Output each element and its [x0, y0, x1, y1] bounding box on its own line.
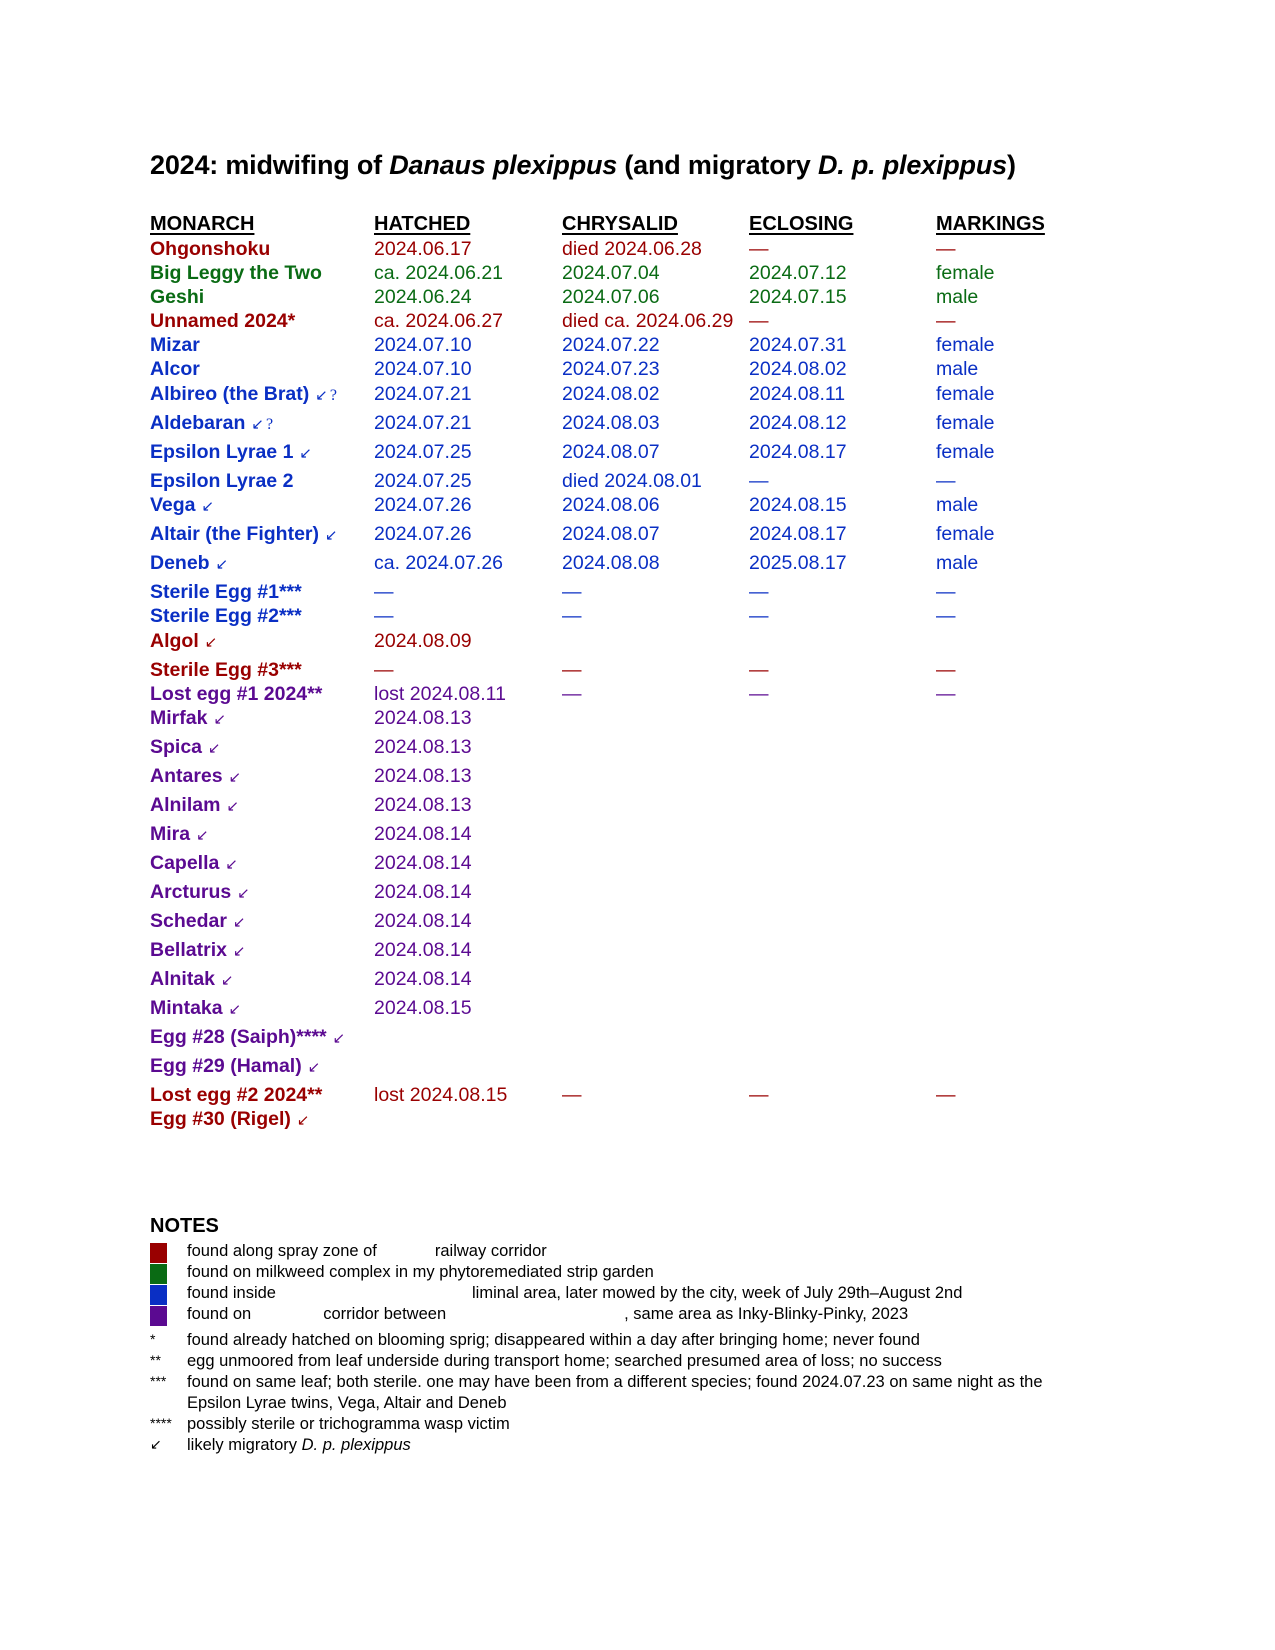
eclosing-cell: — [749, 238, 769, 260]
arrow-down-left-icon: ↙︎ [237, 885, 250, 902]
hatched-cell: 2024.08.13 [374, 765, 472, 787]
monarch-name-text: Lost egg #2 2024** [150, 1084, 323, 1106]
monarch-name-text: Egg #29 (Hamal) [150, 1055, 302, 1077]
monarch-name-text: Geshi [150, 286, 205, 308]
arrow-down-left-icon: ↙︎ [204, 634, 218, 651]
monarch-name [150, 939, 246, 962]
table-row [0, 823, 1275, 847]
hatched-cell: 2024.08.14 [374, 823, 472, 845]
monarch-name-text: Schedar [150, 910, 227, 932]
markings-cell: male [936, 552, 979, 574]
monarch-name-text: Alnitak [150, 968, 216, 990]
footnote-mark: *** [150, 1373, 167, 1389]
title-subspecies: D. p. plexippus [817, 150, 1007, 180]
title-text-2: (and migratory [617, 150, 818, 180]
arrow-down-left-icon: ↙︎ [150, 1436, 162, 1452]
table-row [0, 968, 1275, 992]
markings-cell: male [936, 286, 979, 308]
monarch-name [150, 683, 322, 706]
markings-cell: — [936, 1084, 956, 1106]
eclosing-cell: 2024.08.17 [749, 523, 847, 545]
arrow-down-left-icon: ↙︎ [228, 769, 242, 786]
eclosing-cell: 2024.07.15 [749, 286, 847, 308]
question-mark: ? [329, 387, 337, 404]
footnote-text: found on same leaf; both sterile. one may have been from a different species; found 2024.07.23 on same night as the [187, 1373, 1043, 1391]
footnote-text: egg unmoored from leaf underside during transport home; searched presumed area of loss; no success [187, 1352, 942, 1370]
table-row [0, 1108, 1275, 1132]
legend-text: railway corridor [434, 1242, 547, 1260]
table-row [0, 1084, 1275, 1108]
header-chrysalid: CHRYSALID [562, 213, 678, 235]
eclosing-cell: 2024.07.12 [749, 262, 847, 284]
monarch-name-text: Egg #28 (Saiph)**** [150, 1026, 327, 1048]
table-row [0, 581, 1275, 605]
title-text-3: ) [1006, 150, 1016, 180]
hatched-cell: lost 2024.08.15 [374, 1084, 508, 1106]
monarch-name [150, 286, 204, 309]
hatched-cell: 2024.08.15 [374, 997, 472, 1019]
monarch-name-text: Antares [150, 765, 223, 787]
eclosing-cell: 2024.08.12 [749, 412, 847, 434]
markings-cell: female [936, 441, 995, 463]
eclosing-cell: 2025.08.17 [749, 552, 847, 574]
markings-cell: — [936, 238, 956, 260]
hatched-cell: 2024.07.26 [374, 494, 472, 516]
arrow-down-left-icon: ↙︎ [325, 527, 338, 544]
chrysalid-cell: 2024.08.07 [562, 441, 660, 463]
table-row [0, 470, 1275, 494]
chrysalid-cell: died ca. 2024.06.29 [562, 310, 734, 332]
chrysalid-cell: 2024.08.06 [562, 494, 660, 516]
table-row [0, 683, 1275, 707]
monarch-name [150, 334, 200, 357]
monarch-name-text: Mizar [150, 334, 200, 356]
chrysalid-cell: 2024.08.07 [562, 523, 660, 545]
monarch-name-text: Egg #30 (Rigel) [150, 1108, 291, 1130]
hatched-cell: 2024.08.13 [374, 794, 472, 816]
table-row [0, 939, 1275, 963]
hatched-cell: 2024.08.09 [374, 630, 472, 652]
markings-cell: female [936, 523, 995, 545]
red-swatch [150, 1243, 167, 1263]
arrow-down-left-icon: ↙︎ [315, 387, 328, 404]
legend-text: corridor between [323, 1305, 447, 1323]
monarch-name-text: Alcor [150, 358, 200, 380]
monarch-name [150, 412, 273, 435]
eclosing-cell: 2024.08.17 [749, 441, 847, 463]
markings-cell: female [936, 262, 995, 284]
arrow-down-left-icon: ↙︎ [251, 416, 264, 433]
table-row [0, 262, 1275, 286]
chrysalid-cell: — [562, 683, 582, 705]
table-row [0, 765, 1275, 789]
monarch-name [150, 1055, 320, 1078]
eclosing-cell: 2024.08.02 [749, 358, 847, 380]
hatched-cell: 2024.08.14 [374, 881, 472, 903]
legend-text: found on milkweed complex in my phytoremediated strip garden [187, 1263, 654, 1281]
chrysalid-cell: 2024.08.03 [562, 412, 660, 434]
footnote-text: likely migratory [187, 1436, 302, 1454]
hatched-cell: 2024.07.10 [374, 334, 472, 356]
eclosing-cell: — [749, 581, 769, 603]
legend-text: found on [187, 1305, 252, 1323]
monarch-name-text: Sterile Egg #3*** [150, 659, 302, 681]
footnote-text: Epsilon Lyrae twins, Vega, Altair and Deneb [187, 1394, 507, 1412]
monarch-name [150, 1108, 309, 1131]
markings-cell: — [936, 581, 956, 603]
monarch-name-text: Lost egg #1 2024** [150, 683, 323, 705]
eclosing-cell: 2024.07.31 [749, 334, 847, 356]
hatched-cell: 2024.07.25 [374, 470, 472, 492]
monarch-name [150, 358, 200, 381]
notes-title: NOTES [150, 1215, 219, 1237]
arrow-down-left-icon: ↙︎ [221, 972, 234, 989]
header-hatched: HATCHED [374, 213, 471, 235]
table-row [0, 794, 1275, 818]
monarch-name-text: Altair (the Fighter) [150, 523, 319, 545]
monarch-name-text: Capella [150, 852, 220, 874]
arrow-down-left-icon: ↙︎ [215, 556, 229, 573]
table-row [0, 997, 1275, 1021]
legend-text: liminal area, later mowed by the city, week of July 29th–August 2nd [472, 1284, 963, 1302]
arrow-down-left-icon: ↙︎ [232, 943, 246, 960]
eclosing-cell: 2024.08.11 [749, 383, 846, 405]
table-row [0, 630, 1275, 654]
monarch-name [150, 1026, 345, 1049]
hatched-cell: 2024.06.24 [374, 286, 472, 308]
monarch-name [150, 997, 241, 1020]
monarch-name-text: Albireo (the Brat) [150, 383, 310, 405]
monarch-name [150, 262, 322, 285]
table-row [0, 494, 1275, 518]
arrow-down-left-icon: ↙︎ [201, 498, 215, 515]
markings-cell: — [936, 683, 956, 705]
monarch-name-text: Big Leggy the Two [150, 262, 322, 284]
monarch-name-text: Alnilam [150, 794, 221, 816]
monarch-name [150, 765, 241, 788]
header-monarch: MONARCH [150, 213, 255, 235]
purple-swatch [150, 1306, 167, 1326]
monarch-name-text: Mintaka [150, 997, 223, 1019]
table-row [0, 1026, 1275, 1050]
markings-cell: female [936, 412, 995, 434]
chrysalid-cell: died 2024.06.28 [562, 238, 702, 260]
monarch-name-text: Unnamed 2024* [150, 310, 296, 332]
monarch-name-text: Vega [150, 494, 196, 516]
arrow-down-left-icon: ↙︎ [232, 914, 246, 931]
legend-text: , same area as Inky-Blinky-Pinky, 2023 [624, 1305, 909, 1323]
monarch-name-text: Bellatrix [150, 939, 227, 961]
monarch-name [150, 1084, 322, 1107]
hatched-cell: 2024.08.14 [374, 968, 472, 990]
monarch-name [150, 707, 226, 730]
monarch-name [150, 523, 338, 546]
hatched-cell: ca. 2024.07.26 [374, 552, 504, 574]
title-text: 2024: midwifing of [150, 150, 390, 180]
monarch-name [150, 659, 302, 682]
footnote-text: found already hatched on blooming sprig; disappeared within a day after bringing home; never found [187, 1331, 920, 1349]
page-title [150, 150, 1016, 181]
hatched-cell: — [374, 605, 394, 627]
monarch-name-text: Ohgonshoku [150, 238, 271, 260]
monarch-name [150, 823, 209, 846]
table-row [0, 334, 1275, 358]
table-row [0, 441, 1275, 465]
hatched-cell: ca. 2024.06.27 [374, 310, 504, 332]
chrysalid-cell: died 2024.08.01 [562, 470, 702, 492]
markings-cell: male [936, 494, 979, 516]
arrow-down-left-icon: ↙︎ [296, 1112, 310, 1129]
header-eclosing: ECLOSING [749, 213, 854, 235]
monarch-name-text: Epsilon Lyrae 1 [150, 441, 294, 463]
eclosing-cell: — [749, 470, 769, 492]
table-row [0, 238, 1275, 262]
arrow-down-left-icon: ↙︎ [196, 827, 209, 844]
table-row [0, 852, 1275, 876]
monarch-name [150, 881, 250, 904]
table-row [0, 736, 1275, 760]
table-row [0, 383, 1275, 407]
eclosing-cell: — [749, 659, 769, 681]
chrysalid-cell: 2024.07.04 [562, 262, 660, 284]
arrow-down-left-icon: ↙︎ [307, 1059, 321, 1076]
arrow-down-left-icon: ↙︎ [299, 445, 312, 462]
chrysalid-cell: 2024.07.06 [562, 286, 660, 308]
chrysalid-cell: — [562, 581, 582, 603]
markings-cell: — [936, 310, 956, 332]
blue-swatch [150, 1285, 167, 1305]
markings-cell: male [936, 358, 979, 380]
table-row [0, 1055, 1275, 1079]
monarch-name-text: Mirfak [150, 707, 208, 729]
table-row [0, 412, 1275, 436]
monarch-name [150, 968, 234, 991]
monarch-name [150, 794, 239, 817]
hatched-cell: 2024.08.13 [374, 707, 472, 729]
hatched-cell: 2024.08.13 [374, 736, 472, 758]
title-species: Danaus plexippus [389, 150, 618, 180]
monarch-name [150, 441, 312, 464]
eclosing-cell: 2024.08.15 [749, 494, 847, 516]
monarch-name [150, 581, 302, 604]
monarch-name [150, 383, 337, 406]
hatched-cell: 2024.06.17 [374, 238, 472, 260]
monarch-name [150, 470, 293, 493]
chrysalid-cell: — [562, 605, 582, 627]
hatched-cell: 2024.08.14 [374, 852, 472, 874]
monarch-name-text: Deneb [150, 552, 210, 574]
arrow-down-left-icon: ↙︎ [228, 1001, 242, 1018]
monarch-name-text: Sterile Egg #1*** [150, 581, 302, 603]
markings-cell: — [936, 470, 956, 492]
eclosing-cell: — [749, 683, 769, 705]
markings-cell: female [936, 334, 995, 356]
green-swatch [150, 1264, 167, 1284]
hatched-cell: ca. 2024.06.21 [374, 262, 504, 284]
monarch-name [150, 736, 221, 759]
monarch-name [150, 310, 295, 333]
legend-text: found along spray zone of [187, 1242, 377, 1260]
monarch-name-text: Arcturus [150, 881, 232, 903]
chrysalid-cell: 2024.07.22 [562, 334, 660, 356]
arrow-down-left-icon: ↙︎ [225, 856, 238, 873]
table-row [0, 286, 1275, 310]
hatched-cell: 2024.07.21 [374, 412, 472, 434]
monarch-name [150, 605, 302, 628]
hatched-cell: 2024.07.21 [374, 383, 472, 405]
table-row [0, 523, 1275, 547]
monarch-name-text: Epsilon Lyrae 2 [150, 470, 294, 492]
hatched-cell: — [374, 581, 394, 603]
hatched-cell: 2024.08.14 [374, 910, 472, 932]
table-row [0, 552, 1275, 576]
markings-cell: — [936, 659, 956, 681]
arrow-down-left-icon: ↙︎ [213, 711, 227, 728]
chrysalid-cell: — [562, 659, 582, 681]
hatched-cell: 2024.07.25 [374, 441, 472, 463]
footnote-mark: **** [150, 1415, 172, 1431]
monarch-name [150, 852, 238, 875]
monarch-name [150, 552, 228, 575]
monarch-name-text: Mira [150, 823, 191, 845]
arrow-down-left-icon: ↙︎ [208, 740, 221, 757]
chrysalid-cell: 2024.07.23 [562, 358, 660, 380]
table-row [0, 910, 1275, 934]
footnote-text: possibly sterile or trichogramma wasp victim [187, 1415, 510, 1433]
hatched-cell: 2024.07.10 [374, 358, 472, 380]
markings-cell: — [936, 605, 956, 627]
legend-text: found inside [187, 1284, 276, 1302]
table-row [0, 881, 1275, 905]
table-row [0, 659, 1275, 683]
table-row [0, 310, 1275, 334]
chrysalid-cell: — [562, 1084, 582, 1106]
footnote-mark: * [150, 1331, 156, 1347]
arrow-down-left-icon: ↙︎ [332, 1030, 346, 1047]
table-row [0, 605, 1275, 629]
eclosing-cell: — [749, 1084, 769, 1106]
hatched-cell: 2024.08.14 [374, 939, 472, 961]
question-mark: ? [265, 416, 274, 433]
monarch-name-text: Aldebaran [150, 412, 246, 434]
footnote-italic: D. p. plexippus [301, 1436, 411, 1454]
monarch-name [150, 494, 214, 517]
monarch-name-text: Spica [150, 736, 203, 758]
eclosing-cell: — [749, 310, 769, 332]
eclosing-cell: — [749, 605, 769, 627]
hatched-cell: lost 2024.08.11 [374, 683, 506, 705]
chrysalid-cell: 2024.08.08 [562, 552, 660, 574]
monarch-name-text: Algol [150, 630, 199, 652]
footnote-mark: ** [150, 1352, 161, 1368]
monarch-name [150, 630, 217, 653]
monarch-name [150, 238, 270, 261]
arrow-down-left-icon: ↙︎ [226, 798, 240, 815]
monarch-name [150, 910, 246, 933]
hatched-cell: 2024.07.26 [374, 523, 472, 545]
monarch-name-text: Sterile Egg #2*** [150, 605, 302, 627]
header-markings: MARKINGS [936, 213, 1045, 235]
markings-cell: female [936, 383, 995, 405]
hatched-cell: — [374, 659, 394, 681]
chrysalid-cell: 2024.08.02 [562, 383, 660, 405]
table-row [0, 707, 1275, 731]
table-row [0, 358, 1275, 382]
